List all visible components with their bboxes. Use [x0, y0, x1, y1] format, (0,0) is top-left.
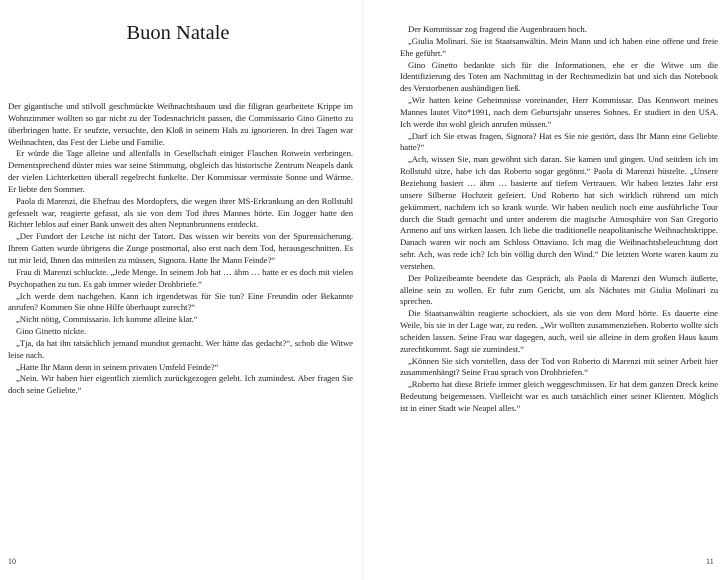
paragraph: „Wir hatten keine Geheimnisse voreinander, Herr Kommissar. Das Kennwort meines Mannes lautet Vito*1991, nach dem Geburtsjahr unseres Sohnes. Er studiert in den USA. Ich werde ihn wohl gleich anrufen müssen.“ [400, 95, 718, 129]
paragraph: „Der Fundort der Leiche ist nicht der Tatort. Das wissen wir bereits von der Spurensicherung. Ihrem Gatten wurde übrigens die Zunge postmortal, also erst nach dem Tod, herausgeschnitten. Es tut mir leid, Ihnen das mitteilen zu müssen, Signora. Hatte Ihr Mann Feinde?“ [8, 231, 353, 265]
paragraph: „Ich werde dem nachgehen. Kann ich irgendetwas für Sie tun? Eine Freundin oder Bekannte anrufen? Kommen Sie ohne Hilfe überhaupt zurecht?“ [8, 290, 353, 313]
left-page-body [8, 101, 353, 397]
paragraph: „Ach, wissen Sie, man gewöhnt sich daran. Sie kamen und gingen. Und seitdem ich im Rollstuhl sitze, habe ich das Roberto sogar gegönnt.“ Paola di Marenzi hüstelte. „Unsere Beziehung basiert … ähm … basierte auf tiefem Vertrauen. Wir haben letztes Jahr erst unsere Silberne Hochzeit gefeiert. Und Roberto hat sich wirklich rührend um mich gekümmert, nachdem ich so krank wurde. Wir haben neulich noch eine ausführliche Tour durch die Stadt gemacht und unter anderem die magische Atmosphäre von San Gregorio Armeno auf uns wirken lassen. Ich liebe die traditionelle neapolitanische Weihnachtskrippe. Danach waren wir noch am Schloss Ottaviano. Ich mag die Weihnachtsbeleuchtung dort sehr. Ach, was rede ich? Ich bin völlig durch den Wind.“ Die letzten Worte waren kaum zu verstehen. [400, 154, 718, 271]
paragraph: „Können Sie sich vorstellen, dass der Tod von Roberto di Marenzi mit seiner Arbeit hier zusammenhängt? Seine Frau sprach von Drohbriefen.“ [400, 355, 718, 378]
page-number-left: 10 [8, 557, 16, 566]
paragraph: Frau di Marenzi schluckte. „Jede Menge. In seinem Job hat … ähm … hatte er es doch mit vielen Psychopathen zu tun. Es gab immer wieder Drohbriefe.“ [8, 266, 353, 289]
right-page-body [400, 24, 718, 415]
paragraph: „Nicht nötig, Commissario. Ich komme alleine klar.“ [16, 314, 198, 325]
left-page [0, 0, 362, 580]
page-number-right: 11 [706, 557, 714, 566]
paragraph: „Darf ich Sie etwas fragen, Signora? Hat es Sie nie gestört, dass Ihr Mann eine Geliebte hatte?“ [400, 130, 718, 153]
paragraph: „Giulia Molinari. Sie ist Staatsanwältin. Mein Mann und ich haben eine offene und freie Ehe geführt.“ [400, 35, 718, 58]
chapter-title: Buon Natale [126, 22, 230, 44]
paragraph: Er würde die Tage alleine und allenfalls in Gesellschaft einiger Flaschen Rotwein verbringen. Dementsprechend düster mies war seine Stimmung, obgleich das historische Zentrum Neapels dank der vielen Lichterketten überall regelrecht funkelte. Der Kommissar vermisste Sonne und Wärme. Er liebte den Sommer. [8, 148, 353, 194]
paragraph: Die Staatsanwältin reagierte schockiert, als sie von dem Mord hörte. Es dauerte eine Weile, bis sie in der Lage war, zu reden. „Wir wollten zusammenziehen. Roberto wollte sich scheiden lassen. Seine Frau war dagegen, auch, weil sie alleine in dem großen Haus kaum zurechtkommt. Sagt sie zumindest.“ [400, 308, 718, 354]
paragraph: „Nein. Wir haben hier eigentlich ziemlich zurückgezogen gelebt. Ich zumindest. Aber fragen Sie doch seine Geliebte.“ [8, 373, 353, 396]
paragraph: Paola di Marenzi, die Ehefrau des Mordopfers, die wegen ihrer MS-Erkrankung an den Rollstuhl gefesselt war, reagierte gefasst, als sie von dem Tod ihres Mannes hörte. Ein Jogger hatte den Richter leblos auf einer Bank unweit des alten Neptunbrunnens entdeckt. [8, 195, 353, 230]
paragraph: Der Polizeibeamte beendete das Gespräch, als Paola di Marenzi den Wunsch äußerte, alleine sein zu wollen. Er fuhr zum Gericht, um als Nächstes mit Giulia Molinari zu sprechen. [400, 272, 718, 307]
paragraph: Der Kommissar zog fragend die Augenbrauen hoch. [408, 24, 587, 34]
paragraph: Gino Ginetto bedankte sich für die Informationen, ehe er die Witwe um die Identifizierung des Toten am Nachmittag in der Rechtsmedizin bat und sich das Notebook des Verstorbenen aushändigen ließ. [400, 59, 718, 94]
paragraph: „Tja, da hat ihn tatsächlich jemand mundtot gemacht. Wer hätte das gedacht?“, schob die Witwe leise nach. [8, 337, 353, 360]
paragraph: „Roberto hat diese Briefe immer gleich weggeschmissen. Er hat dem ganzen Dreck keine Bedeutung beigemessen. Vielleicht war es auch tatsächlich einer seiner Klienten. Möglich ist in einer Stadt wie Neapel alles.“ [400, 379, 718, 413]
right-page [363, 0, 725, 580]
paragraph: Gino Ginetto nickte. [16, 326, 87, 337]
paragraph: „Hatte Ihr Mann denn in seinem privaten Umfeld Feinde?“ [16, 361, 219, 372]
paragraph: Der gigantische und stilvoll geschmückte Weihnachtsbaum und die filigran gearbeitete Krippe im Wohnzimmer wollten so gar nicht zu der Todesnachricht passen, die Commissario Gino Ginetto zu überbringen hatte. Er seufzte, versuchte, den Kloß in seinem Hals zu ignorieren. In drei Tagen war Weihnachten, das Fest der Liebe und Familie. [8, 101, 353, 147]
